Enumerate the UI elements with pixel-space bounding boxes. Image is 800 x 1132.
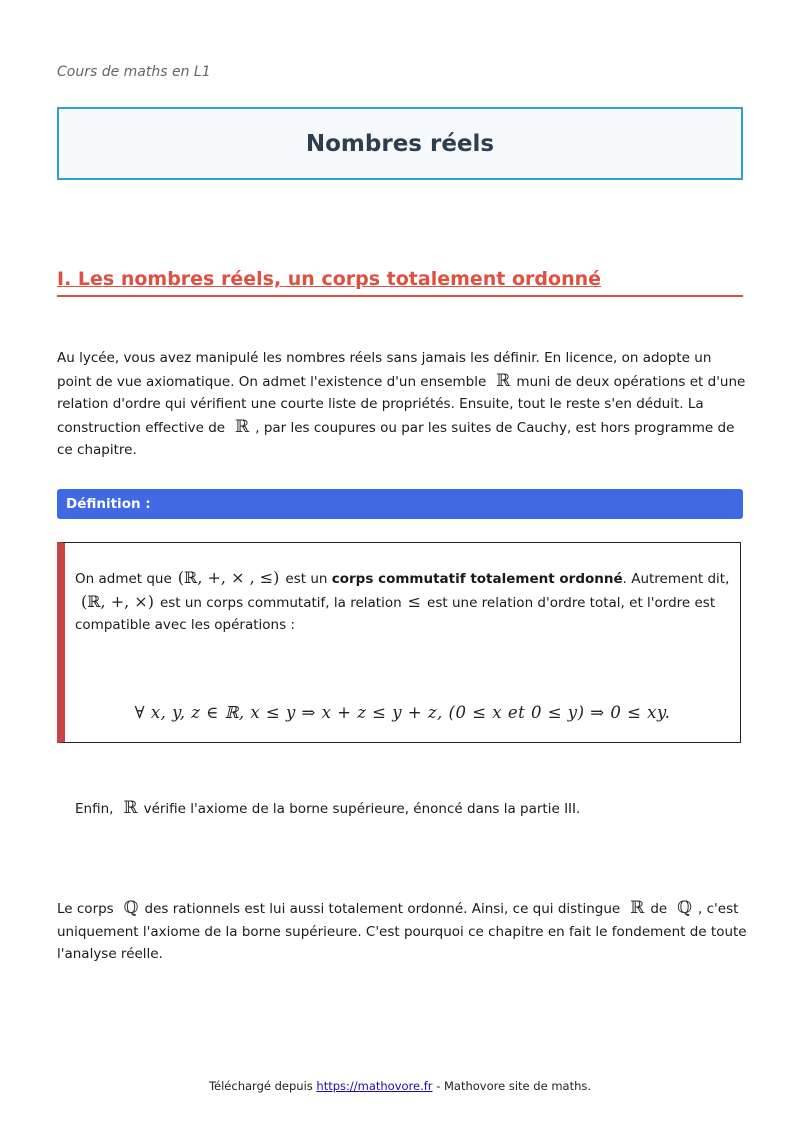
def-text-3: . Autrement dit, (622, 571, 730, 587)
section-heading (57, 268, 743, 297)
footer-prefix: Téléchargé depuis (208, 1079, 313, 1093)
intro-text-2: muni de deux opérations et d'une relation d'ordre qui vérifient une courte liste de propriétés. Ensuite, tout le reste s'en déduit. La construction effective de (57, 373, 746, 436)
supremum-note (75, 797, 745, 821)
def-text-2: est un (285, 571, 328, 587)
field-math: (ℝ, +, ×) (81, 591, 154, 611)
closing-text-1: Le corps (57, 901, 114, 917)
rational-set-symbol: ℚ (677, 898, 693, 918)
def-bold-term: corps commutatif totalement ordonné (331, 571, 623, 587)
real-set-symbol: ℝ (235, 416, 250, 437)
real-set-symbol: ℝ (496, 370, 511, 391)
rational-set-symbol: ℚ (123, 898, 139, 918)
def-text-4: est un corps commutatif, la relation (159, 594, 402, 611)
definition-box (57, 542, 741, 743)
page-title: Nombres réels (305, 130, 495, 157)
note-text-2: vérifie l'axiome de la borne supérieure, énoncé dans la partie III. (143, 801, 581, 817)
definition-text (75, 567, 735, 637)
title-box (57, 107, 743, 180)
closing-text-2: des rationnels est lui aussi totalement ordonné. Ainsi, ce qui distingue (144, 901, 621, 917)
definition-header (57, 489, 743, 519)
definition-label: Définition : (66, 496, 151, 512)
order-symbol: ≤ (407, 591, 422, 611)
def-text-5: est une relation d'ordre total, et l'ordre est compatible avec les opérations : (75, 594, 716, 633)
footer-link[interactable]: https://mathovore.fr (316, 1079, 433, 1093)
compatibility-formula: ∀ x, y, z ∈ ℝ, x ≤ y ⇒ x + z ≤ y + z, (0 ≤ x et 0 ≤ y) ⇒ 0 ≤ xy. (134, 703, 671, 722)
def-text-1: On admet que (75, 571, 172, 587)
intro-paragraph (57, 347, 747, 462)
footer-suffix: - Mathovore site de maths. (436, 1079, 592, 1093)
note-text-1: Enfin, (75, 801, 114, 817)
course-label: Cours de maths en L1 (57, 64, 211, 80)
footer (0, 1079, 800, 1093)
closing-paragraph (57, 897, 747, 966)
intro-text-3: , par les coupures ou par les suites de Cauchy, est hors programme de ce chapitre. (57, 419, 735, 458)
closing-text-4: , c'est uniquement l'axiome de la borne supérieure. C'est pourquoi ce chapitre en fait le fondement de toute l'analyse réelle. (57, 901, 747, 962)
intro-text-1: Au lycée, vous avez manipulé les nombres réels sans jamais les définir. En licence, on adopte un point de vue axiomatique. On admet l'existence d'un ensemble (57, 350, 712, 390)
ordered-field-math: (ℝ, +, × , ≤) (177, 568, 280, 587)
real-set-symbol: ℝ (123, 798, 138, 818)
section-title: I. Les nombres réels, un corps totalement ordonné (57, 268, 602, 290)
real-set-symbol: ℝ (630, 898, 645, 918)
closing-text-3: de (650, 901, 668, 917)
